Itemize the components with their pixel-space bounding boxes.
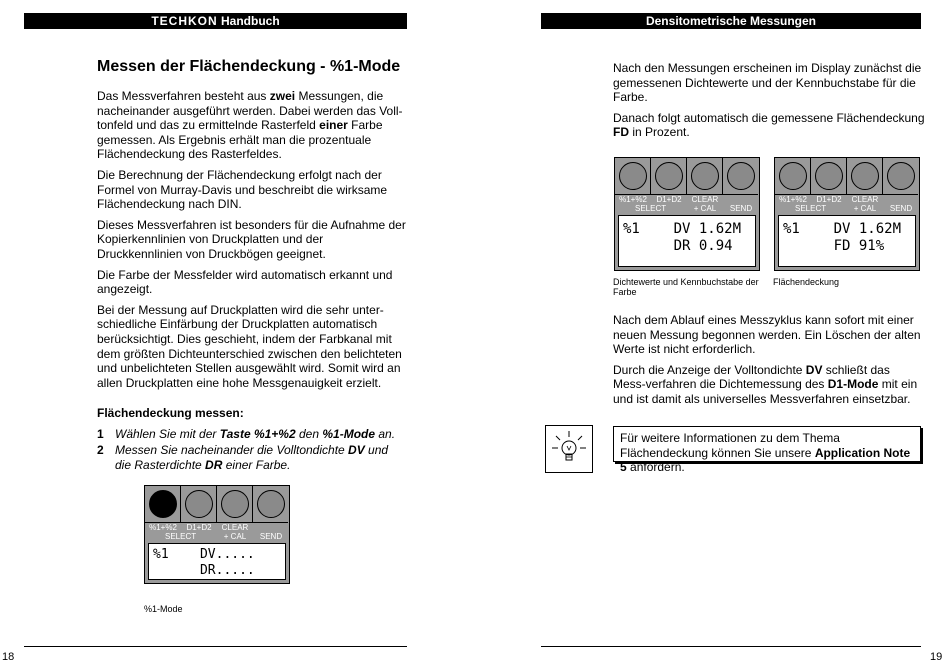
right-text-bottom xyxy=(613,313,925,413)
button-circle-icon xyxy=(149,490,177,518)
key-label-3: CLEAR + CAL xyxy=(221,523,249,541)
lcd-display: %1 DV..... DR..... xyxy=(148,543,286,580)
right-paragraph-1: Nach den Messungen erscheinen im Display zunächst die gemessenen Dichtewerte und der Kennbuchstabe für die Farbe. xyxy=(613,61,922,105)
key-label-4: SEND xyxy=(259,532,283,541)
key-label-1: %1+%2 xyxy=(779,195,807,204)
info-note: Für weitere Informationen zu dem Thema Flächendeckung können Sie unsere Application Note 5 anfordern. xyxy=(613,426,921,462)
select-label: SELECT xyxy=(635,204,667,213)
key-4 xyxy=(883,158,918,195)
key-4 xyxy=(253,486,288,523)
key-label-1: %1+%2 xyxy=(619,195,647,204)
paragraph-4: Die Farbe der Messfelder wird automatisch erkannt und angezeigt. xyxy=(97,267,393,297)
device-display-right-2 xyxy=(774,157,920,271)
key-label-4: SEND xyxy=(729,204,753,213)
right-paragraph-2: Danach folgt automatisch die gemessene Flächendeckung FD in Prozent. xyxy=(613,110,925,140)
button-circle-icon xyxy=(727,162,755,190)
button-circle-icon xyxy=(851,162,879,190)
button-circle-icon xyxy=(655,162,683,190)
brand-logo: TECHKON xyxy=(151,14,218,28)
key-1 xyxy=(145,486,181,523)
key-label-4: SEND xyxy=(889,204,913,213)
header-left-label: Handbuch xyxy=(221,14,280,28)
key-label-2: D1+D2 xyxy=(656,195,682,204)
lightbulb-icon xyxy=(545,425,593,473)
footer-rule-right xyxy=(541,646,921,647)
header-right xyxy=(541,13,921,29)
button-circle-icon xyxy=(815,162,843,190)
button-circle-icon xyxy=(691,162,719,190)
select-label: SELECT xyxy=(795,204,827,213)
caption-left: %1-Mode xyxy=(144,604,183,614)
paragraph-3: Dieses Messverfahren ist besonders für die Aufnahme der Kopierkennlinien von Druckplatten und der Druckkennlinien von Druckbögen geeignet. xyxy=(97,217,406,261)
key-label-2: D1+D2 xyxy=(186,523,212,532)
lcd-display: %1 DV 1.62M FD 91% xyxy=(778,215,916,267)
right-paragraph-3: Nach dem Ablauf eines Messzyklus kann sofort mit einer neuen Messung begonnen werden. Ein Löschen der alten Werte ist nicht erforderlich. xyxy=(613,313,921,357)
left-text-block xyxy=(97,89,407,475)
key-1 xyxy=(615,158,651,195)
button-circle-icon xyxy=(619,162,647,190)
page-number-right: 19 xyxy=(930,651,943,663)
key-2 xyxy=(811,158,847,195)
key-label-3: CLEAR + CAL xyxy=(691,195,719,213)
device-display-left xyxy=(144,485,290,584)
right-text-top xyxy=(613,61,925,146)
key-4 xyxy=(723,158,758,195)
button-circle-icon xyxy=(221,490,249,518)
key-1 xyxy=(775,158,811,195)
select-label: SELECT xyxy=(165,532,197,541)
step-2: 2 Messen Sie nacheinander die Volltondichte DV und die Rasterdichte DR einer Farbe. xyxy=(97,443,389,473)
subheading: Flächendeckung messen: xyxy=(97,406,244,421)
page-title: Messen der Flächendeckung - %1-Mode xyxy=(97,58,401,75)
right-paragraph-4: Durch die Anzeige der Volltondichte DV schließt das Mess-verfahren die Dichtemessung des D1-Mode mit ein und ist damit als universelles Messverfahren einsetzbar. xyxy=(613,362,918,406)
button-circle-icon xyxy=(779,162,807,190)
step-1: 1 Wählen Sie mit der Taste %1+%2 den %1-Mode an. xyxy=(97,426,396,441)
lcd-display: %1 DV 1.62M DR 0.94 xyxy=(618,215,756,267)
key-label-2: D1+D2 xyxy=(816,195,842,204)
key-3 xyxy=(217,486,253,523)
caption-right-1: Dichtewerte und Kennbuchstabe der Farbe xyxy=(613,277,759,297)
header-left xyxy=(24,13,407,29)
button-circle-icon xyxy=(887,162,915,190)
paragraph-5: Bei der Messung auf Druckplatten wird die sehr unter-schiedliche Einfärbung der Druckplatten automatisch berücksichtigt. Dies geschieht, indem der Farbkanal mit dem größten Dichteunterschied zwischen den belichteten und unbelichteten Stellen ausgewählt wird. Somit wird an allen Druckplatten eine hohe Messgenauigkeit erzielt. xyxy=(97,302,402,390)
page-number-left: 18 xyxy=(2,651,15,663)
caption-right-2: Flächendeckung xyxy=(773,277,840,287)
key-label-1: %1+%2 xyxy=(149,523,177,532)
key-2 xyxy=(181,486,217,523)
button-circle-icon xyxy=(185,490,213,518)
key-2 xyxy=(651,158,687,195)
key-3 xyxy=(687,158,723,195)
device-display-right-1 xyxy=(614,157,760,271)
paragraph-1: Das Messverfahren besteht aus zwei Messungen, die nacheinander ausgeführt werden. Dabei werden das Voll-tonfeld und das zu ermittelnde Rasterfeld einer Farbe gemessen. Als Ergebnis erhält man die prozentuale Flächendeckung des Rasterfeldes. xyxy=(97,89,403,162)
header-right-label: Densitometrische Messungen xyxy=(645,14,817,28)
key-3 xyxy=(847,158,883,195)
paragraph-2: Die Berechnung der Flächendeckung erfolgt nach der Formel von Murray-Davis und beschreibt die wirksame Flächendeckung nach DIN. xyxy=(97,167,388,212)
footer-rule-left xyxy=(24,646,407,647)
button-circle-icon xyxy=(257,490,285,518)
key-label-3: CLEAR + CAL xyxy=(851,195,879,213)
